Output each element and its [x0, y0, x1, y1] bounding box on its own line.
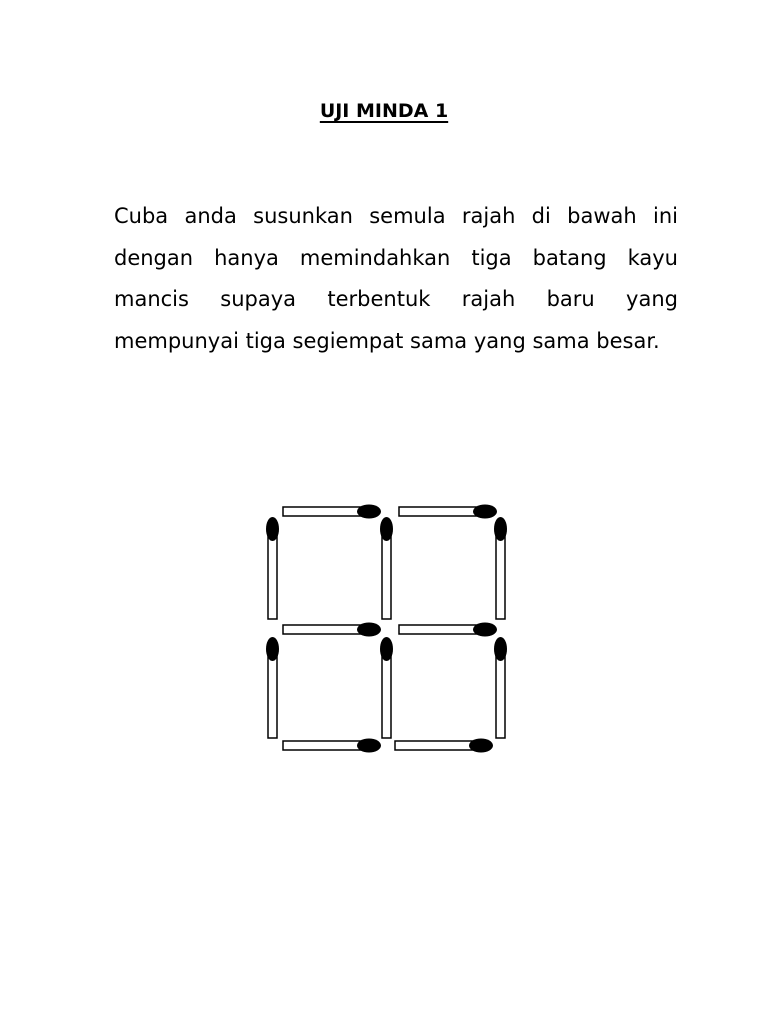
matchstick-upper-center-vertical — [380, 517, 393, 619]
matchstick-upper-left-vertical — [266, 517, 279, 619]
matchstick-lower-center-vertical — [380, 637, 393, 738]
matchstick-middle-left — [283, 623, 381, 637]
matchstick-top-left — [283, 505, 381, 519]
matchstick-middle-right — [399, 623, 497, 637]
matchstick-lower-left-vertical — [266, 637, 279, 738]
page-title-text: UJI MINDA 1 — [319, 100, 449, 122]
matchstick-upper-right-vertical — [494, 517, 507, 619]
matchstick-top-right — [399, 505, 497, 519]
matchstick-bottom-left — [283, 739, 381, 753]
instruction-text: Cuba anda susunkan semula rajah di bawah ini dengan hanya memindahkan tiga batang kayu mancis supaya terbentuk rajah baru yang mempunyai tiga segiempat sama yang sama besar. — [114, 204, 678, 353]
matchstick-lower-right-vertical — [494, 637, 507, 738]
matchsticks — [266, 505, 507, 753]
matchstick-bottom-right — [395, 739, 493, 753]
